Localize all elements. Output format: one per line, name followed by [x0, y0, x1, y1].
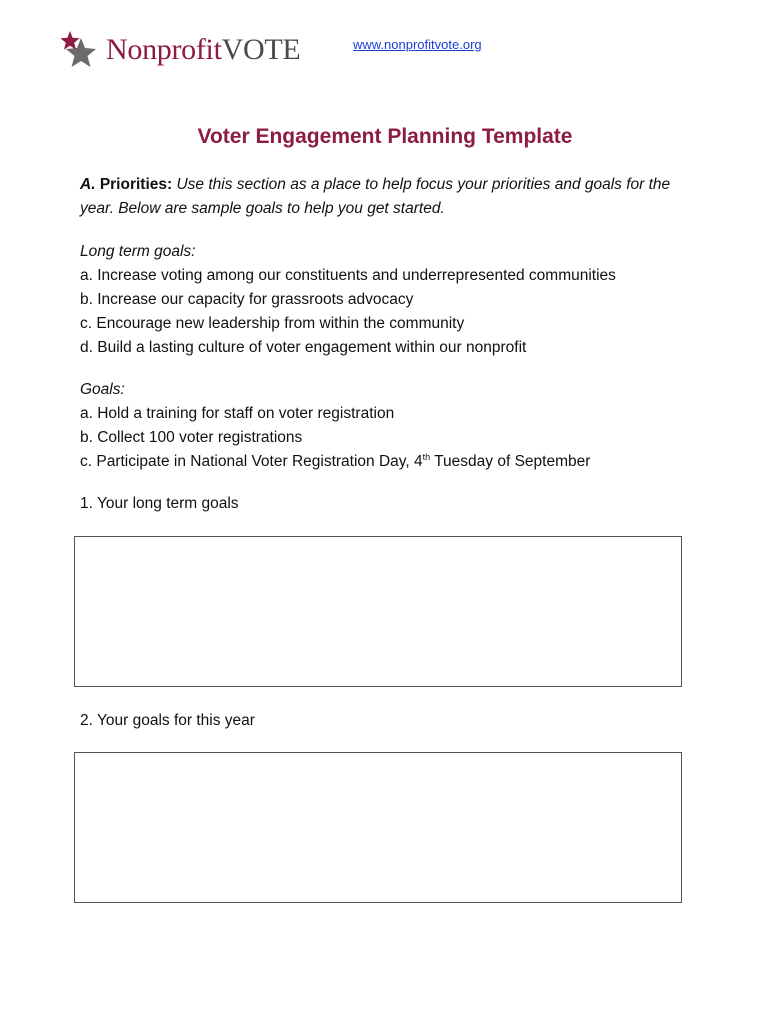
- list-item: a. Hold a training for staff on voter registration: [80, 405, 395, 422]
- logo-wordmark: [106, 30, 300, 70]
- list-item: [80, 450, 700, 474]
- star-logo-icon: [60, 28, 102, 72]
- priorities-letter: A.: [80, 176, 96, 193]
- priorities-label: Priorities:: [99, 176, 173, 193]
- priorities-section: [80, 173, 700, 221]
- logo-vote-text: VOTE: [221, 33, 301, 66]
- list-item: a. Increase voting among our constituents and underrepresented communities: [80, 267, 616, 284]
- list-item: c. Encourage new leadership from within the community: [80, 315, 465, 332]
- long-term-goals-input[interactable]: [74, 536, 682, 687]
- list-item: b. Collect 100 voter registrations: [80, 429, 303, 446]
- yearly-goals-input[interactable]: [74, 752, 682, 903]
- goal-c-text-end: Tuesday of September: [430, 453, 591, 470]
- list-item: b. Increase our capacity for grassroots advocacy: [80, 291, 414, 308]
- goals-heading: Goals:: [80, 381, 125, 398]
- long-term-goals-section: [80, 240, 700, 360]
- question-2-label: 2. Your goals for this year: [80, 712, 255, 729]
- long-term-heading: Long term goals:: [80, 243, 196, 260]
- list-item: d. Build a lasting culture of voter engagement within our nonprofit: [80, 339, 527, 356]
- priorities-intro: Use this section as a place to help focus your priorities and goals for the year. Below are sample goals to help you get started.: [80, 176, 671, 217]
- goal-c-text: c. Participate in National Voter Registration Day, 4: [80, 453, 423, 470]
- ordinal-suffix: th: [422, 451, 431, 462]
- logo-nonprofit-text: Nonprofit: [106, 33, 222, 66]
- question-1-label: 1. Your long term goals: [80, 495, 239, 512]
- website-link[interactable]: www.nonprofitvote.org: [353, 37, 482, 52]
- goals-section: [80, 378, 700, 474]
- logo: [60, 28, 300, 72]
- page-title: Voter Engagement Planning Template: [197, 125, 573, 148]
